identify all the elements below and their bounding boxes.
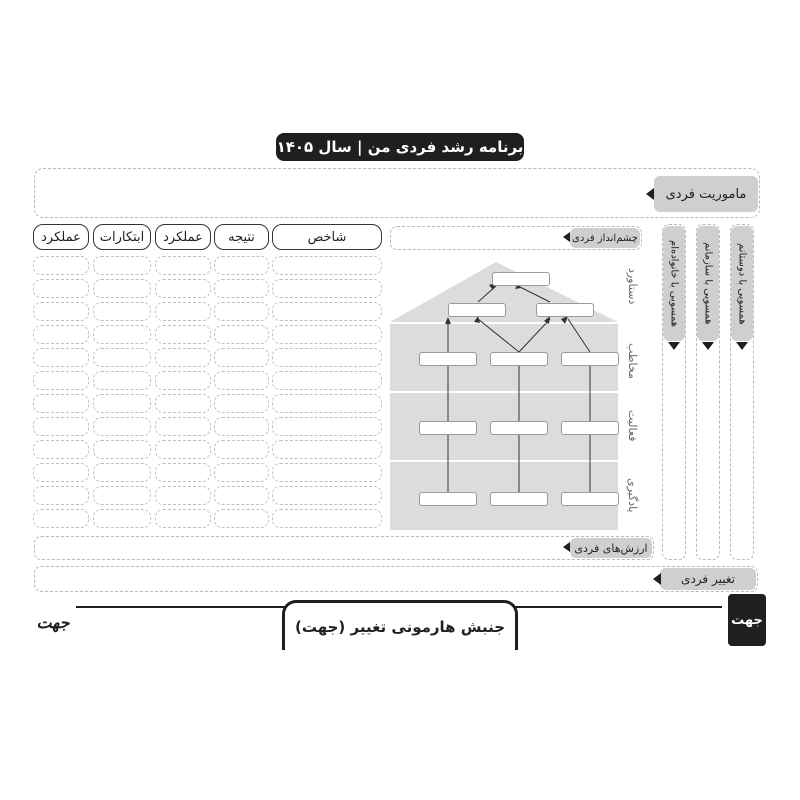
- vision-label: چشم‌انداز فردی: [570, 228, 640, 248]
- table-cell-performance[interactable]: [155, 440, 211, 459]
- table-cell-innovations[interactable]: [93, 509, 151, 528]
- table-cell-performance-2[interactable]: [33, 417, 89, 436]
- values-label: ارزش‌های فردی: [570, 538, 652, 558]
- strategy-house: [390, 256, 618, 530]
- table-cell-indicator[interactable]: [272, 394, 382, 413]
- stakeholder-box-3[interactable]: [561, 352, 619, 366]
- page-title: برنامه رشد فردی من | سال ۱۴۰۵: [276, 133, 524, 161]
- table-cell-result[interactable]: [214, 325, 269, 344]
- table-cell-performance[interactable]: [155, 302, 211, 321]
- header-innovations: ابتکارات: [93, 224, 151, 250]
- table-cell-indicator[interactable]: [272, 440, 382, 459]
- learning-box-1[interactable]: [419, 492, 477, 506]
- table-cell-indicator[interactable]: [272, 279, 382, 298]
- table-cell-innovations[interactable]: [93, 463, 151, 482]
- table-cell-result[interactable]: [214, 417, 269, 436]
- header-performance: عملکرد: [155, 224, 211, 250]
- stakeholder-box-2[interactable]: [490, 352, 548, 366]
- table-cell-indicator[interactable]: [272, 325, 382, 344]
- table-cell-innovations[interactable]: [93, 325, 151, 344]
- activity-box-3[interactable]: [561, 421, 619, 435]
- table-cell-innovations[interactable]: [93, 348, 151, 367]
- table-cell-performance[interactable]: [155, 348, 211, 367]
- table-cell-performance[interactable]: [155, 325, 211, 344]
- table-cell-performance-2[interactable]: [33, 256, 89, 275]
- alignment-label-family: همسویی با خانواده‌ام: [663, 226, 685, 341]
- layer-label-stakeholders: مخاطب: [626, 343, 639, 379]
- mission-label: ماموریت فردی: [654, 176, 758, 212]
- table-cell-performance-2[interactable]: [33, 325, 89, 344]
- table-cell-performance[interactable]: [155, 394, 211, 413]
- values-arrow-icon: [563, 542, 570, 552]
- table-cell-indicator[interactable]: [272, 417, 382, 436]
- table-cell-innovations[interactable]: [93, 486, 151, 505]
- table-cell-indicator[interactable]: [272, 463, 382, 482]
- table-cell-indicator[interactable]: [272, 486, 382, 505]
- table-cell-result[interactable]: [214, 279, 269, 298]
- table-cell-performance[interactable]: [155, 417, 211, 436]
- table-cell-innovations[interactable]: [93, 256, 151, 275]
- change-row[interactable]: [34, 566, 758, 592]
- change-label: تغییر فردی: [660, 568, 756, 590]
- header-indicator: شاخص: [272, 224, 382, 250]
- table-cell-innovations[interactable]: [93, 371, 151, 390]
- table-cell-result[interactable]: [214, 509, 269, 528]
- mission-arrow-icon: [646, 188, 654, 200]
- table-cell-indicator[interactable]: [272, 371, 382, 390]
- learning-box-2[interactable]: [490, 492, 548, 506]
- values-row[interactable]: [34, 536, 654, 560]
- logo-right: [728, 594, 766, 646]
- footer-line-right: [514, 606, 722, 608]
- table-cell-performance[interactable]: [155, 486, 211, 505]
- layer-label-activity: فعالیت: [626, 410, 639, 442]
- table-cell-innovations[interactable]: [93, 279, 151, 298]
- layer-label-achievement: دستاورد: [626, 268, 639, 305]
- table-cell-innovations[interactable]: [93, 440, 151, 459]
- achievement-box-left[interactable]: [448, 303, 506, 317]
- table-cell-indicator[interactable]: [272, 302, 382, 321]
- table-cell-performance-2[interactable]: [33, 486, 89, 505]
- table-cell-result[interactable]: [214, 302, 269, 321]
- table-cell-performance-2[interactable]: [33, 463, 89, 482]
- table-cell-innovations[interactable]: [93, 417, 151, 436]
- table-cell-indicator[interactable]: [272, 509, 382, 528]
- table-cell-innovations[interactable]: [93, 394, 151, 413]
- table-cell-performance-2[interactable]: [33, 348, 89, 367]
- table-cell-performance-2[interactable]: [33, 440, 89, 459]
- logo-left-text: جهت: [36, 612, 70, 632]
- table-cell-performance[interactable]: [155, 371, 211, 390]
- stakeholder-box-1[interactable]: [419, 352, 477, 366]
- learning-box-3[interactable]: [561, 492, 619, 506]
- table-cell-result[interactable]: [214, 463, 269, 482]
- achievement-box-top[interactable]: [492, 272, 550, 286]
- achievement-box-right[interactable]: [536, 303, 594, 317]
- table-cell-indicator[interactable]: [272, 256, 382, 275]
- alignment-label-friends: همسویی با دوستانم: [731, 226, 753, 341]
- table-cell-performance[interactable]: [155, 279, 211, 298]
- table-cell-performance[interactable]: [155, 256, 211, 275]
- table-cell-performance-2[interactable]: [33, 509, 89, 528]
- header-performance-2: عملکرد: [33, 224, 89, 250]
- logo-right-text: جهت: [731, 612, 763, 628]
- table-cell-result[interactable]: [214, 486, 269, 505]
- table-cell-performance-2[interactable]: [33, 279, 89, 298]
- header-result: نتیجه: [214, 224, 269, 250]
- table-cell-innovations[interactable]: [93, 302, 151, 321]
- table-cell-performance-2[interactable]: [33, 394, 89, 413]
- table-cell-result[interactable]: [214, 371, 269, 390]
- table-cell-performance[interactable]: [155, 463, 211, 482]
- table-cell-indicator[interactable]: [272, 348, 382, 367]
- table-cell-performance-2[interactable]: [33, 371, 89, 390]
- activity-box-2[interactable]: [490, 421, 548, 435]
- table-cell-performance-2[interactable]: [33, 302, 89, 321]
- change-arrow-icon: [653, 573, 661, 585]
- table-cell-result[interactable]: [214, 256, 269, 275]
- vision-arrow-icon: [563, 232, 570, 242]
- activity-box-1[interactable]: [419, 421, 477, 435]
- footer-line-left: [76, 606, 286, 608]
- footer-tab: جنبش هارمونی تغییر (جهت): [282, 600, 518, 650]
- logo-left: [34, 596, 72, 648]
- alignment-label-organization: همسویی با سازمانم: [697, 226, 719, 341]
- table-cell-result[interactable]: [214, 394, 269, 413]
- layer-label-learning: یادگیری: [626, 478, 639, 513]
- table-cell-result[interactable]: [214, 348, 269, 367]
- table-cell-result[interactable]: [214, 440, 269, 459]
- table-cell-performance[interactable]: [155, 509, 211, 528]
